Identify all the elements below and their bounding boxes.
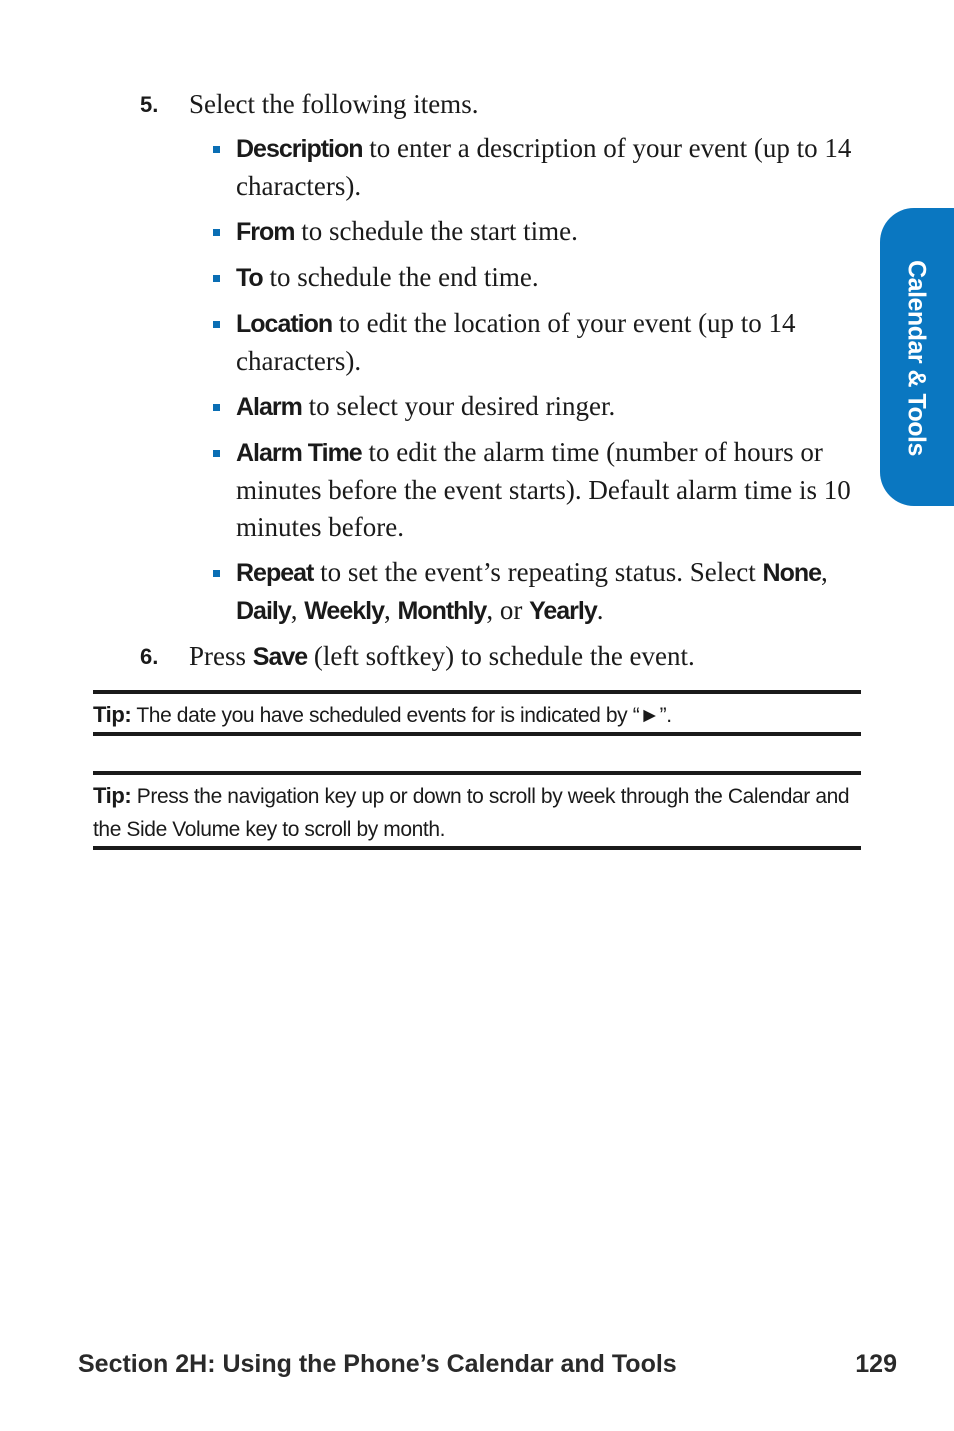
separator: , bbox=[383, 595, 398, 625]
tip-top-rule bbox=[93, 771, 861, 775]
option-keyword: Alarm bbox=[236, 393, 302, 421]
option-keyword: From bbox=[236, 218, 295, 246]
tip-box bbox=[93, 779, 861, 846]
separator: , or bbox=[486, 595, 530, 625]
tip-text: The date you have scheduled events for is indicated by “►”. bbox=[131, 704, 672, 727]
step-text-prefix: Press bbox=[189, 641, 253, 671]
option-description: to edit the alarm time (number of hours or minutes before the event starts). Default alarm time is 10 minutes before. bbox=[236, 437, 851, 542]
option-keyword: To bbox=[236, 264, 263, 292]
separator: , bbox=[821, 557, 828, 587]
option-keyword: Description bbox=[236, 135, 363, 163]
option-keyword: Location bbox=[236, 310, 333, 338]
footer-section-title: Section 2H: Using the Phone’s Calendar and Tools bbox=[78, 1350, 677, 1378]
option-keyword: Alarm Time bbox=[236, 439, 362, 467]
option-keyword: Repeat bbox=[236, 559, 314, 587]
repeat-option-daily: Daily bbox=[236, 597, 291, 625]
option-description: to select your desired ringer. bbox=[301, 391, 616, 421]
step-text bbox=[189, 638, 695, 676]
square-bullet-icon bbox=[213, 275, 220, 282]
repeat-option-monthly: Monthly bbox=[397, 597, 487, 625]
option-description: to edit the location of your event (up to 14 characters). bbox=[236, 308, 796, 376]
option-description: to schedule the start time. bbox=[294, 216, 578, 246]
repeat-option-yearly: Yearly bbox=[529, 597, 597, 625]
option-list bbox=[210, 130, 870, 638]
tip-label: Tip: bbox=[93, 702, 132, 727]
option-description: to set the event’s repeating status. Select bbox=[313, 557, 763, 587]
square-bullet-icon bbox=[213, 321, 220, 328]
list-item bbox=[210, 305, 870, 380]
square-bullet-icon bbox=[213, 450, 220, 457]
step-text-suffix: (left softkey) to schedule the event. bbox=[307, 641, 695, 671]
tip-bottom-rule bbox=[93, 846, 861, 850]
sentence-end: . bbox=[596, 595, 604, 625]
save-keyword: Save bbox=[252, 643, 308, 671]
square-bullet-icon bbox=[213, 570, 220, 577]
tip-bottom-rule bbox=[93, 732, 861, 736]
tip-label: Tip: bbox=[93, 783, 132, 808]
list-item bbox=[210, 434, 870, 546]
step-number: 6. bbox=[140, 644, 159, 669]
square-bullet-icon bbox=[213, 404, 220, 411]
tip-top-rule bbox=[93, 690, 861, 694]
section-tab-label: Calendar & Tools bbox=[902, 260, 931, 456]
square-bullet-icon bbox=[213, 146, 220, 153]
repeat-option-weekly: Weekly bbox=[304, 597, 384, 625]
repeat-option-none: None bbox=[762, 559, 822, 587]
list-item bbox=[210, 259, 870, 297]
separator: , bbox=[290, 595, 305, 625]
list-item bbox=[210, 554, 870, 630]
option-description: to schedule the end time. bbox=[262, 262, 539, 292]
tip-text: Press the navigation key up or down to scroll by week through the Calendar and the Side Volume key to scroll by month. bbox=[93, 785, 850, 841]
list-item bbox=[210, 388, 870, 426]
page-number: 129 bbox=[855, 1350, 897, 1378]
step-number: 5. bbox=[140, 92, 159, 117]
tip-box bbox=[93, 698, 861, 732]
list-item bbox=[210, 213, 870, 251]
list-item bbox=[210, 130, 870, 205]
option-description: to enter a description of your event (up to 14 characters). bbox=[236, 133, 852, 201]
step-text: Select the following items. bbox=[189, 89, 479, 119]
square-bullet-icon bbox=[213, 229, 220, 236]
